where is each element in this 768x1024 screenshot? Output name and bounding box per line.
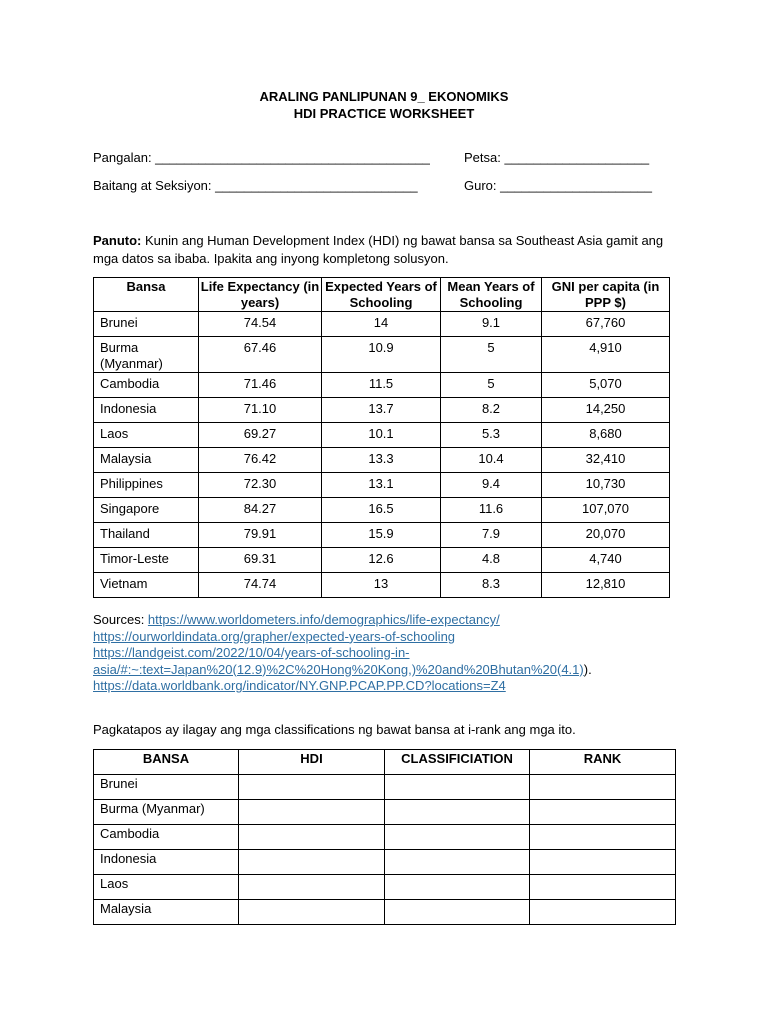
- cell-gni: 10,730: [542, 473, 670, 498]
- table-row: [94, 825, 676, 850]
- rank-cell-classification[interactable]: [385, 775, 530, 800]
- rank-cell-classification[interactable]: [385, 850, 530, 875]
- cell-mean-years: 11.6: [441, 498, 542, 523]
- cell-expected-years: 15.9: [322, 523, 441, 548]
- rank-cell-classification[interactable]: [385, 900, 530, 925]
- cell-bansa: Malaysia: [94, 448, 199, 473]
- hdi-data-table: [93, 277, 670, 598]
- rank-cell-hdi[interactable]: [239, 875, 385, 900]
- cell-expected-years: 11.5: [322, 373, 441, 398]
- cell-mean-years: 9.4: [441, 473, 542, 498]
- cell-expected-years: 16.5: [322, 498, 441, 523]
- cell-gni: 5,070: [542, 373, 670, 398]
- cell-gni: 12,810: [542, 573, 670, 598]
- rank-cell-hdi[interactable]: [239, 900, 385, 925]
- cell-life-expectancy: 72.30: [199, 473, 322, 498]
- rank-cell-classification[interactable]: [385, 875, 530, 900]
- source-link-gni[interactable]: https://data.worldbank.org/indicator/NY.GNP.PCAP.PP.CD?locations=Z4: [93, 678, 506, 693]
- source-link-life-expectancy[interactable]: https://www.worldometers.info/demographics/life-expectancy/: [147, 612, 500, 627]
- cell-bansa: Laos: [94, 423, 199, 448]
- table-row: [94, 423, 670, 448]
- source-suffix: ).: [583, 661, 592, 677]
- header-mean-years: Mean Years of Schooling: [441, 278, 542, 312]
- header-classification: CLASSIFICIATION: [385, 750, 530, 775]
- instructions-paragraph: [93, 232, 683, 268]
- rank-cell-classification[interactable]: [385, 825, 530, 850]
- cell-bansa: Vietnam: [94, 573, 199, 598]
- table-row: [94, 875, 676, 900]
- table-row: [94, 548, 670, 573]
- table-row: [94, 498, 670, 523]
- cell-mean-years: 8.3: [441, 573, 542, 598]
- cell-expected-years: 13: [322, 573, 441, 598]
- cell-expected-years: 10.1: [322, 423, 441, 448]
- data-table-header-row: [94, 278, 670, 312]
- cell-expected-years: 13.7: [322, 398, 441, 423]
- header-expected-years: Expected Years of Schooling: [322, 278, 441, 312]
- rank-cell-rank[interactable]: [530, 875, 676, 900]
- rank-cell-rank[interactable]: [530, 825, 676, 850]
- table-row: [94, 900, 676, 925]
- rank-cell-bansa: Brunei: [94, 775, 239, 800]
- cell-gni: 67,760: [542, 312, 670, 337]
- cell-mean-years: 8.2: [441, 398, 542, 423]
- rank-cell-rank[interactable]: [530, 775, 676, 800]
- rank-cell-bansa: Burma (Myanmar): [94, 800, 239, 825]
- cell-expected-years: 14: [322, 312, 441, 337]
- cell-gni: 32,410: [542, 448, 670, 473]
- source-link-mean-schooling-line2[interactable]: asia/#:~:text=Japan%20(12.9)%2C%20Hong%20Kong,)%20and%20Bhutan%20(4.1): [93, 661, 584, 677]
- rank-cell-classification[interactable]: [385, 800, 530, 825]
- rank-cell-hdi[interactable]: [239, 775, 385, 800]
- cell-life-expectancy: 69.31: [199, 548, 322, 573]
- petsa-field[interactable]: Petsa: ____________________: [464, 150, 650, 165]
- table-row: [94, 373, 670, 398]
- cell-mean-years: 5: [441, 337, 542, 373]
- cell-mean-years: 5: [441, 373, 542, 398]
- cell-gni: 8,680: [542, 423, 670, 448]
- table-row: [94, 448, 670, 473]
- cell-mean-years: 7.9: [441, 523, 542, 548]
- cell-life-expectancy: 76.42: [199, 448, 322, 473]
- cell-life-expectancy: 79.91: [199, 523, 322, 548]
- second-instructions: Pagkatapos ay ilagay ang mga classifications ng bawat bansa at i-rank ang mga ito.: [93, 722, 576, 737]
- cell-bansa: Thailand: [94, 523, 199, 548]
- rank-cell-hdi[interactable]: [239, 850, 385, 875]
- cell-life-expectancy: 67.46: [199, 337, 322, 373]
- header-gni: GNI per capita (in PPP $): [542, 278, 670, 312]
- table-row: [94, 523, 670, 548]
- cell-bansa: Cambodia: [94, 373, 199, 398]
- cell-bansa: Timor-Leste: [94, 548, 199, 573]
- table-row: [94, 800, 676, 825]
- table-row: [94, 573, 670, 598]
- header-hdi: HDI: [239, 750, 385, 775]
- header-rank: RANK: [530, 750, 676, 775]
- instructions-label: Panuto:: [93, 233, 142, 248]
- rank-cell-rank[interactable]: [530, 850, 676, 875]
- cell-mean-years: 4.8: [441, 548, 542, 573]
- header-life-expectancy: Life Expectancy (in years): [199, 278, 322, 312]
- table-row: [94, 337, 670, 373]
- rank-cell-hdi[interactable]: [239, 800, 385, 825]
- baitang-seksiyon-field[interactable]: Baitang at Seksiyon: ____________________________: [93, 178, 418, 193]
- cell-gni: 14,250: [542, 398, 670, 423]
- cell-life-expectancy: 71.10: [199, 398, 322, 423]
- rank-cell-hdi[interactable]: [239, 825, 385, 850]
- rank-cell-bansa: Cambodia: [94, 825, 239, 850]
- pangalan-field[interactable]: Pangalan: ______________________________________: [93, 150, 430, 165]
- cell-bansa: Brunei: [94, 312, 199, 337]
- cell-mean-years: 5.3: [441, 423, 542, 448]
- worksheet-title-line1: ARALING PANLIPUNAN 9_ EKONOMIKS: [259, 89, 509, 104]
- rank-cell-bansa: Malaysia: [94, 900, 239, 925]
- cell-bansa: Philippines: [94, 473, 199, 498]
- rank-cell-rank[interactable]: [530, 900, 676, 925]
- header-bansa-rank: BANSA: [94, 750, 239, 775]
- sources-block: [93, 612, 592, 695]
- cell-gni: 4,910: [542, 337, 670, 373]
- cell-life-expectancy: 84.27: [199, 498, 322, 523]
- cell-bansa: Burma (Myanmar): [94, 337, 199, 373]
- source-link-expected-schooling[interactable]: https://ourworldindata.org/grapher/expected-years-of-schooling: [93, 628, 456, 644]
- cell-expected-years: 13.3: [322, 448, 441, 473]
- table-row: [94, 775, 676, 800]
- table-row: [94, 398, 670, 423]
- table-row: [94, 473, 670, 498]
- table-row: [94, 850, 676, 875]
- source-link-mean-schooling-line1[interactable]: https://landgeist.com/2022/10/04/years-of-schooling-in-: [93, 645, 410, 660]
- header-bansa: Bansa: [94, 278, 199, 312]
- rank-cell-rank[interactable]: [530, 800, 676, 825]
- rank-cell-bansa: Indonesia: [94, 850, 239, 875]
- cell-life-expectancy: 74.74: [199, 573, 322, 598]
- sources-label: Sources:: [93, 612, 148, 627]
- guro-field[interactable]: Guro: _____________________: [464, 178, 652, 193]
- classification-rank-table: [93, 749, 676, 925]
- cell-gni: 20,070: [542, 523, 670, 548]
- cell-life-expectancy: 74.54: [199, 312, 322, 337]
- cell-bansa: Indonesia: [94, 398, 199, 423]
- instructions-text: Kunin ang Human Development Index (HDI) ng bawat bansa sa Southeast Asia gamit ang mga datos sa ibaba. Ipakita ang inyong kompletong solusyon.: [93, 233, 664, 266]
- cell-expected-years: 10.9: [322, 337, 441, 373]
- cell-bansa: Singapore: [94, 498, 199, 523]
- cell-life-expectancy: 69.27: [199, 423, 322, 448]
- cell-mean-years: 10.4: [441, 448, 542, 473]
- worksheet-title-line2: HDI PRACTICE WORKSHEET: [293, 106, 475, 121]
- rank-cell-bansa: Laos: [94, 875, 239, 900]
- cell-life-expectancy: 71.46: [199, 373, 322, 398]
- cell-gni: 4,740: [542, 548, 670, 573]
- table-row: [94, 312, 670, 337]
- cell-mean-years: 9.1: [441, 312, 542, 337]
- rank-table-header-row: [94, 750, 676, 775]
- cell-gni: 107,070: [542, 498, 670, 523]
- cell-expected-years: 12.6: [322, 548, 441, 573]
- cell-expected-years: 13.1: [322, 473, 441, 498]
